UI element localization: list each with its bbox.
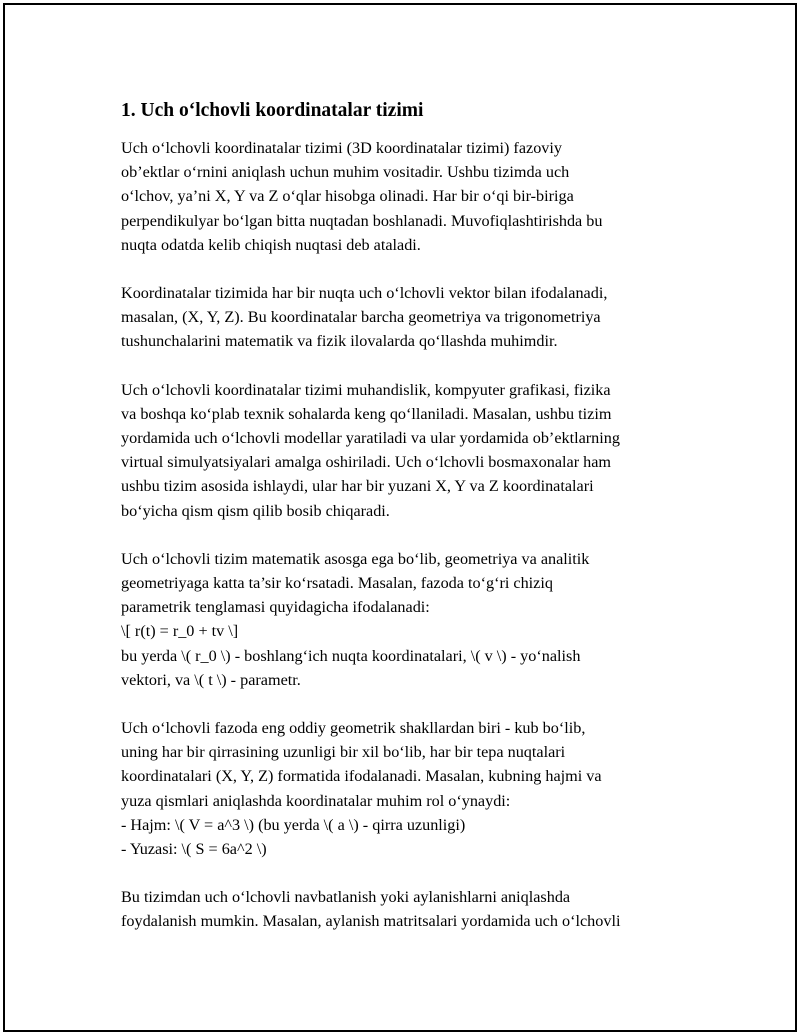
text-line: yordamida uch o‘lchovli modellar yaratiladi va ular yordamida ob’ektlarning (121, 429, 620, 448)
text-line: foydalanish mumkin. Masalan, aylanish matritsalari yordamida uch o‘lchovli (121, 912, 621, 931)
text-line: o‘lchov, ya’ni X, Y va Z o‘qlar hisobga olinadi. Har bir o‘qi bir-biriga (121, 187, 574, 206)
text-line: va boshqa ko‘plab texnik sohalarda keng qo‘llaniladi. Masalan, ushbu tizim (121, 404, 612, 423)
text-line: nuqta odatda kelib chiqish nuqtasi deb ataladi. (121, 235, 421, 254)
text-line: koordinatalari (X, Y, Z) formatida ifodalanadi. Masalan, kubning hajmi va (121, 767, 602, 786)
text-line: uning har bir qirrasining uzunligi bir xil bo‘lib, har bir tepa nuqtalari (121, 743, 566, 762)
text-line: vektori, va \( t \) - parametr. (121, 670, 301, 689)
paragraph-applications (121, 378, 701, 523)
text-line: ushbu tizim asosida ishlaydi, ular har bir yuzani X, Y va Z koordinatalari (121, 477, 594, 496)
text-line: bo‘yicha qism qism qilib bosib chiqaradi. (121, 501, 390, 520)
text-line: Koordinatalar tizimida har bir nuqta uch o‘lchovli vektor bilan ifodalanadi, (121, 284, 608, 303)
text-line: Bu tizimdan uch o‘lchovli navbatlanish yoki aylanishlarni aniqlashda (121, 888, 571, 907)
text-line: bu yerda \( r_0 \) - boshlang‘ich nuqta koordinatalari, \( v \) - yo‘nalish (121, 646, 581, 665)
text-line: Uch o‘lchovli fazoda eng oddiy geometrik shakllardan biri - kub bo‘lib, (121, 719, 586, 738)
text-line: geometriyaga katta ta’sir ko‘rsatadi. Masalan, fazoda to‘g‘ri chiziq (121, 574, 553, 593)
text-line: virtual simulyatsiyalari amalga oshiriladi. Uch o‘lchovli bosmaxonalar ham (121, 453, 611, 472)
text-line: masalan, (X, Y, Z). Bu koordinatalar barcha geometriya va trigonometriya (121, 308, 601, 327)
text-line: Uch o‘lchovli tizim matematik asosga ega bo‘lib, geometriya va analitik (121, 549, 590, 568)
paragraph-vector (121, 281, 701, 354)
text-line: yuza qismlari aniqlashda koordinatalar muhim rol o‘ynaydi: (121, 791, 511, 810)
page-frame (3, 3, 797, 1032)
text-line: Uch o‘lchovli koordinatalar tizimi muhandislik, kompyuter grafikasi, fizika (121, 380, 611, 399)
formula-line: - Hajm: \( V = a^3 \) (bu yerda \( a \) - qirra uzunligi) (121, 815, 466, 834)
paragraph-rotation (121, 885, 701, 933)
text-line: ob’ektlar o‘rnini aniqlash uchun muhim vositadir. Ushbu tizimda uch (121, 163, 570, 182)
paragraph-cube (121, 716, 701, 861)
document-body (121, 97, 701, 958)
text-line: tushunchalarini matematik va fizik ilovalarda qo‘llashda muhimdir. (121, 332, 558, 351)
paragraph-line-equation (121, 547, 701, 692)
text-line: parametrik tenglamasi quyidagicha ifodalanadi: (121, 598, 430, 617)
formula-line: \[ r(t) = r_0 + tv \] (121, 622, 239, 641)
text-line: perpendikulyar bo‘lgan bitta nuqtadan boshlanadi. Muvofiqlashtirishda bu (121, 211, 603, 230)
formula-line: - Yuzasi: \( S = 6a^2 \) (121, 840, 267, 859)
text-line: Uch o‘lchovli koordinatalar tizimi (3D koordinatalar tizimi) fazoviy (121, 139, 562, 157)
document-title: 1. Uch o‘lchovli koordinatalar tizimi (121, 100, 424, 121)
paragraph-intro (121, 136, 701, 257)
